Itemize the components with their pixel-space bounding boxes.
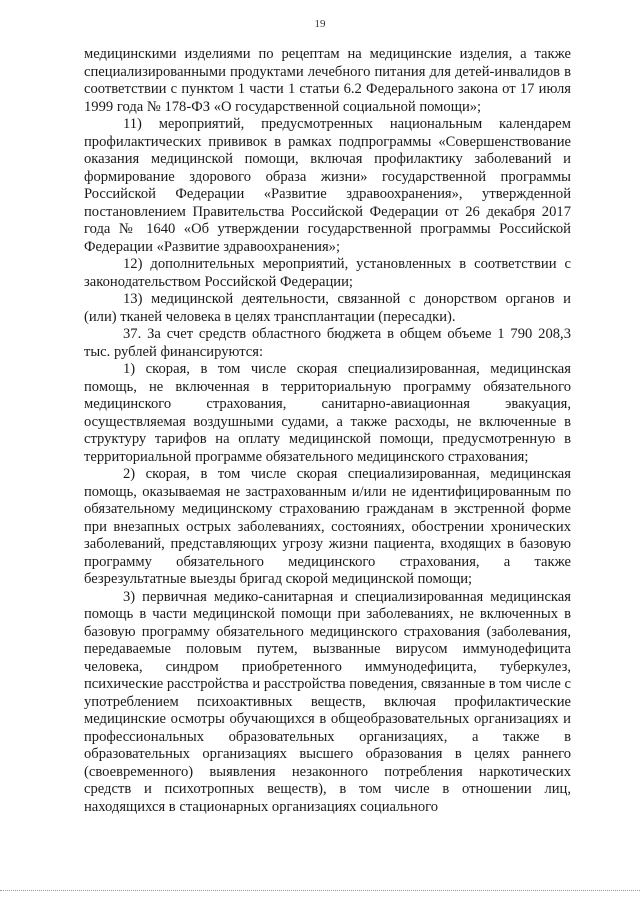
paragraph-subitem-3: 3) первичная медико-санитарная и специализированная медицинская помощь в части медицинской помощи при заболеваниях, не включенных в базовую программу обязательного медицинского страхования (заболевания, передаваемые половым путем, вызванные вирусом иммунодефицита человека, синдром приобретенного иммунодефицита, туберкулез, психические расстройства и расстройства поведения, связанные в том числе с употреблением психоактивных веществ, включая профилактические медицинские осмотры обучающихся в общеобразовательных организациях и профессиональных образовательных организациях, а также в образовательных организациях высшего образования в целях раннего (своевременного) выявления незаконного потребления наркотических средств и психотропных веществ), в том числе в отношении лиц, находящихся в стационарных организациях социального: [84, 588, 571, 815]
paragraph-subitem-2: 2) скорая, в том числе скорая специализированная, медицинская помощь, оказываемая не застрахованным и/или не идентифицированным по обязательному медицинскому страхованию гражданам в экстренной форме при внезапных острых заболеваниях, состояниях, обострении хронических заболеваний, представляющих угрозу жизни пациента, входящих в базовую программу обязательного медицинского страхования, а также безрезультатные выезды бригад скорой медицинской помощи;: [84, 466, 571, 587]
document-body: [84, 46, 571, 816]
paragraph-section-37: 37. За счет средств областного бюджета в общем объеме 1 790 208,3 тыс. рублей финансируются:: [84, 326, 571, 360]
paragraph-item-12: 12) дополнительных мероприятий, установленных в соответствии с законодательством Российской Федерации;: [84, 256, 571, 290]
paragraph-continuation: медицинскими изделиями по рецептам на медицинские изделия, а также специализированными продуктами лечебного питания для детей-инвалидов в соответствии с пунктом 1 части 1 статьи 6.2 Федерального закона от 17 июля 1999 года № 178-ФЗ «О государственной социальной помощи»;: [84, 46, 571, 115]
page-number: 19: [314, 18, 326, 30]
page-bottom-edge: [0, 890, 640, 891]
paragraph-item-11: 11) мероприятий, предусмотренных национальным календарем профилактических прививок в рамках подпрограммы «Совершенствование оказания медицинской помощи, включая профилактику заболеваний и формирование здорового образа жизни» государственной программы Российской Федерации «Развитие здравоохранения», утвержденной постановлением Правительства Российской Федерации от 26 декабря 2017 года № 1640 «Об утверждении государственной программы Российской Федерации «Развитие здравоохранения»;: [84, 116, 571, 255]
paragraph-subitem-1: 1) скорая, в том числе скорая специализированная, медицинская помощь, не включенная в территориальную программу обязательного медицинского страхования, санитарно-авиационная эвакуация, осуществляемая воздушными судами, а также расходы, не включенные в структуру тарифов на оплату медицинской помощи, предусмотренную в территориальной программе обязательного медицинского страхования;: [84, 361, 571, 465]
paragraph-item-13: 13) медицинской деятельности, связанной с донорством органов и (или) тканей человека в целях трансплантации (пересадки).: [84, 291, 571, 325]
